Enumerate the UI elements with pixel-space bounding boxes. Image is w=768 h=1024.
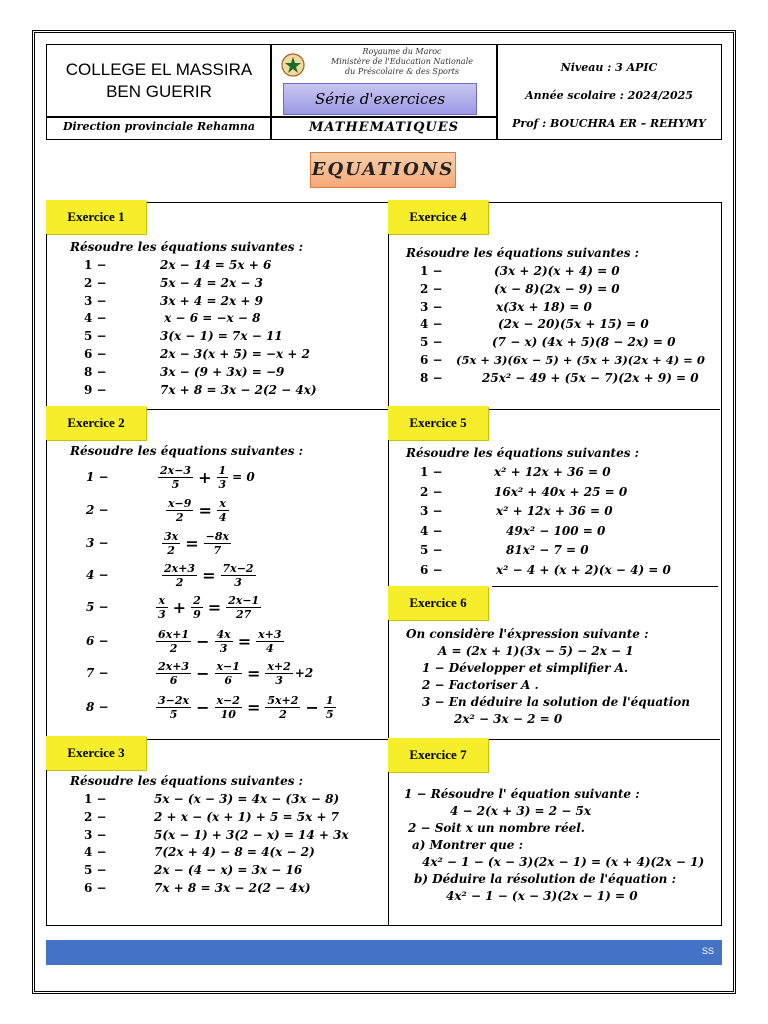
list-item: 6 − 2x − 3(x + 5) = −x + 2	[84, 346, 310, 361]
exercise-6-tag: Exercice 6	[388, 586, 488, 620]
list-item: 4 − x − 6 = −x − 8	[84, 311, 261, 326]
ministry-line3: du Préscolaire & des Sports	[345, 67, 459, 76]
list-item: 6 − x² − 4 + (x + 2)(x − 4) = 0	[420, 562, 671, 577]
ex6-q2: 2 − Factoriser A .	[422, 678, 539, 692]
ex7-qa: a) Montrer que :	[412, 838, 523, 852]
ex2-eq1: 1 − $\frac{2x-3}{5}$ + $\frac{1}{3}$ = 0	[86, 463, 255, 491]
ex7-q1-equation: 4 − 2(x + 3) = 2 − 5x	[450, 804, 592, 818]
list-item: 4 − 7(2x + 4) − 8 = 4(x − 2)	[84, 845, 315, 860]
exercise-4-tag: Exercice 4	[388, 200, 488, 234]
annee-label: Année scolaire : 2024/2025	[525, 89, 693, 102]
school-box	[46, 44, 272, 118]
info-box	[496, 44, 722, 140]
school-city: BEN GUERIR	[106, 82, 212, 101]
prof-label: Prof : BOUCHRA ER – REHYMY	[512, 117, 706, 130]
list-item: 3 − 5(x − 1) + 3(2 − x) = 14 + 3x	[84, 827, 349, 842]
ex2-eq2: 2 − $\frac{x-9}{2}$ = $\frac{x}{4}$	[86, 496, 227, 524]
subject-box	[270, 116, 498, 140]
ex6-expression: A = (2x + 1)(3x − 5) − 2x − 1	[438, 644, 634, 658]
ex2-eq7: 7 − $\frac{2x+3}{6}$ − $\frac{x-1}{6}$ = $\frac{x+2}{3}$ +2	[86, 659, 314, 687]
list-item: 3 − x² + 12x + 36 = 0	[420, 504, 613, 519]
list-item: 1 − x² + 12x + 36 = 0	[420, 465, 611, 479]
serie-label: Série d'exercices	[314, 90, 446, 108]
direction-label: Direction provinciale Rehamna	[62, 120, 256, 133]
list-item: 5 − 81x² − 7 = 0	[420, 543, 589, 558]
exercise-3-tag: Exercice 3	[46, 736, 146, 770]
list-item: 2 − 2 + x − (x + 1) + 5 = 5x + 7	[84, 809, 340, 824]
ex1-instruction: Résoudre les équations suivantes :	[70, 240, 304, 254]
ex7-qa-equation: 4x² − 1 − (x − 3)(2x − 1) = (x + 4)(2x − 1)	[422, 855, 705, 869]
ex3-instruction: Résoudre les équations suivantes :	[70, 774, 304, 788]
ex2-eq8: 8 − $\frac{3-2x}{5}$ − $\frac{x-2}{10}$ = $\frac{5x+2}{2}$ − $\frac{1}{5}$	[86, 693, 334, 721]
direction-box	[46, 116, 272, 140]
ex7-qb: b) Déduire la résolution de l'équation :	[414, 872, 677, 886]
list-item: 3 − x(3x + 18) = 0	[420, 299, 592, 314]
ex6-intro: On considère l'éxpression suivante :	[406, 627, 649, 641]
ex2-eq4: 4 − $\frac{2x+3}{2}$ = $\frac{7x-2}{3}$	[86, 561, 254, 589]
ex6-q1: 1 − Développer et simplifier A.	[422, 661, 629, 675]
ex5-instruction: Résoudre les équations suivantes :	[406, 446, 640, 460]
ex1-list	[84, 256, 374, 398]
list-item: 8 − 25x² − 49 + (5x − 7)(2x + 9) = 0	[420, 370, 699, 385]
school-name: COLLEGE EL MASSIRA	[65, 60, 253, 79]
list-item: 6 − (5x + 3)(6x − 5) + (5x + 3)(2x + 4) = 0	[420, 352, 705, 367]
list-item: 1 − 2x − 14 = 5x + 6	[84, 258, 272, 272]
subject-label: MATHEMATIQUES	[308, 120, 460, 135]
list-item: 5 − (7 − x) (4x + 5)(8 − 2x) = 0	[420, 335, 676, 350]
ex7-content	[404, 786, 704, 905]
list-item: 1 − 5x − (x − 3) = 4x − (3x − 8)	[84, 792, 340, 806]
exercise-7-tag: Exercice 7	[388, 738, 488, 772]
ministry-line2: Ministère de l'Education Nationale	[331, 57, 473, 66]
page-title-box	[310, 152, 456, 188]
footer-text: SS	[701, 946, 714, 956]
ex2-eq5: 5 − $\frac{x}{3}$ + $\frac{2}{9}$ = $\frac{2x-1}{27}$	[86, 593, 260, 621]
ex6-q3: 3 − En déduire la solution de l'équation	[422, 695, 690, 709]
list-item: 9 − 7x + 8 = 3x − 2(2 − 4x)	[84, 382, 317, 397]
list-item: 3 − 3x + 4 = 2x + 9	[84, 293, 263, 308]
serie-banner	[283, 83, 477, 115]
ex5-list	[420, 462, 720, 580]
ex4-list	[420, 262, 720, 387]
exercise-5-tag: Exercice 5	[388, 406, 488, 440]
niveau-label: Niveau : 3 APIC	[560, 61, 658, 74]
list-item: 2 − (x − 8)(2x − 9) = 0	[420, 281, 620, 296]
list-item: 2 − 16x² + 40x + 25 = 0	[420, 484, 628, 499]
ex2-eq3: 3 − $\frac{3x}{2}$ = $\frac{-8x}{7}$	[86, 529, 230, 557]
ex4-instruction: Résoudre les équations suivantes :	[406, 246, 640, 260]
ex7-q1: 1 − Résoudre l' équation suivante :	[404, 787, 640, 801]
ex7-qb-equation: 4x² − 1 − (x − 3)(2x − 1) = 0	[446, 889, 638, 903]
list-item: 4 − (2x − 20)(5x + 15) = 0	[420, 317, 649, 332]
ministry-line1: Royaume du Maroc	[362, 47, 442, 56]
ex6-q3-equation: 2x² − 3x − 2 = 0	[454, 712, 563, 726]
ex2-eq6: 6 − $\frac{6x+1}{2}$ − $\frac{4x}{3}$ = $\frac{x+3}{4}$	[86, 627, 282, 655]
exercise-2-tag: Exercice 2	[46, 406, 146, 440]
list-item: 2 − 5x − 4 = 2x − 3	[84, 275, 263, 290]
ex6-content	[406, 626, 690, 728]
morocco-emblem-icon	[279, 51, 307, 79]
list-item: 6 − 7x + 8 = 3x − 2(2 − 4x)	[84, 880, 311, 895]
ministry-box	[270, 44, 498, 118]
ex3-list	[84, 790, 384, 897]
list-item: 5 − 3(x − 1) = 7x − 11	[84, 329, 283, 344]
page-title: EQUATIONS	[311, 159, 455, 180]
list-item: 4 − 49x² − 100 = 0	[420, 523, 606, 538]
list-item: 8 − 3x − (9 + 3x) = −9	[84, 364, 285, 379]
footer-bar	[46, 940, 722, 965]
list-item: 1 − (3x + 2)(x + 4) = 0	[420, 264, 620, 278]
ex2-instruction: Résoudre les équations suivantes :	[70, 444, 304, 458]
ex7-q2: 2 − Soit x un nombre réel.	[408, 821, 585, 835]
list-item: 5 − 2x − (4 − x) = 3x − 16	[84, 863, 303, 878]
exercise-1-tag: Exercice 1	[46, 200, 146, 234]
